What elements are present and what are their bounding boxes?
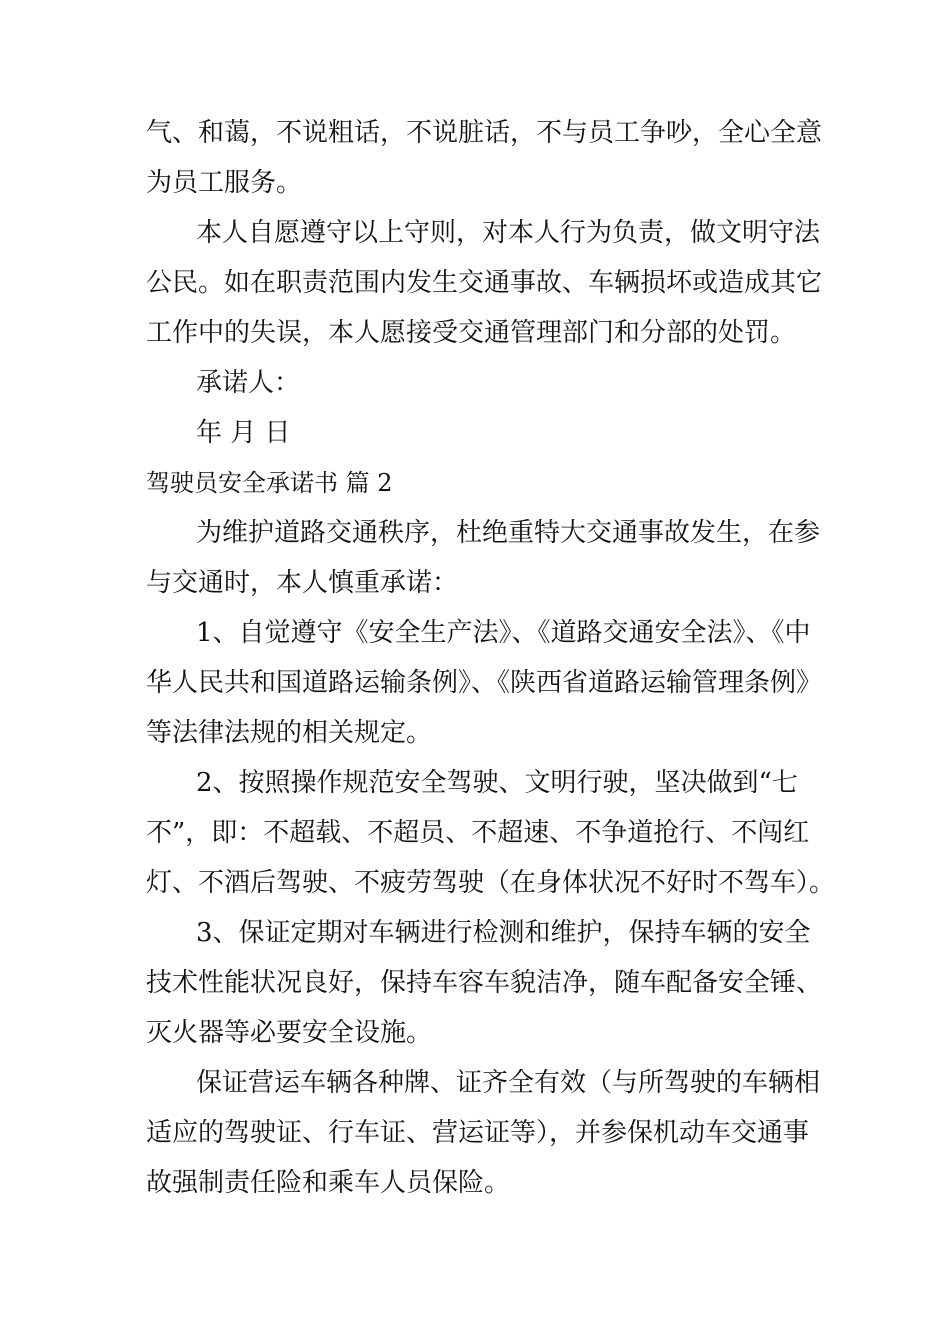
section-heading: 驾驶员安全承诺书 篇 2 — [146, 469, 393, 497]
text-line: 故强制责任险和乘车人员保险。 — [146, 1168, 511, 1198]
date-line: 年 月 日 — [196, 418, 291, 448]
signatory-label: 承诺人： — [196, 368, 301, 398]
text-line: 等法律法规的相关规定。 — [146, 718, 433, 748]
list-item-2: 2、按照操作规范安全驾驶、文明行驶，坚决做到“七 — [196, 768, 798, 798]
text-line: 为员工服务。 — [146, 168, 303, 198]
text-line: 与交通时，本人慎重承诺： — [146, 568, 459, 598]
text-line: 工作中的失误，本人愿接受交通管理部门和分部的处罚。 — [146, 318, 797, 348]
list-item-1: 1、自觉遵守《安全生产法》、《道路交通安全法》、《中 — [196, 618, 811, 648]
text-line: 不”，即：不超载、不超员、不超速、不争道抢行、不闯红 — [146, 818, 810, 848]
paragraph-start: 本人自愿遵守以上守则，对本人行为负责，做文明守法 — [196, 218, 821, 248]
text-line: 灯、不酒后驾驶、不疲劳驾驶（在身体状况不好时不驾车）。 — [146, 868, 836, 898]
text-line: 华人民共和国道路运输条例》、《陕西省道路运输管理条例》 — [146, 668, 823, 698]
text-line: 灭火器等必要安全设施。 — [146, 1018, 433, 1048]
list-item-3: 3、保证定期对车辆进行检测和维护，保持车辆的安全 — [196, 918, 811, 948]
text-line: 适应的驾驶证、行车证、营运证等），并参保机动车交通事 — [146, 1118, 810, 1148]
paragraph-start: 为维护道路交通秩序，杜绝重特大交通事故发生，在参 — [196, 518, 821, 548]
text-line: 公民。如在职责范围内发生交通事故、车辆损坏或造成其它 — [146, 268, 823, 298]
text-line: 技术性能状况良好，保持车容车貌洁净，随车配备安全锤、 — [146, 968, 823, 998]
paragraph-start: 保证营运车辆各种牌、证齐全有效（与所驾驶的车辆相 — [196, 1068, 821, 1098]
text-line: 气、和蔼，不说粗话，不说脏话，不与员工争吵，全心全意 — [146, 118, 823, 148]
